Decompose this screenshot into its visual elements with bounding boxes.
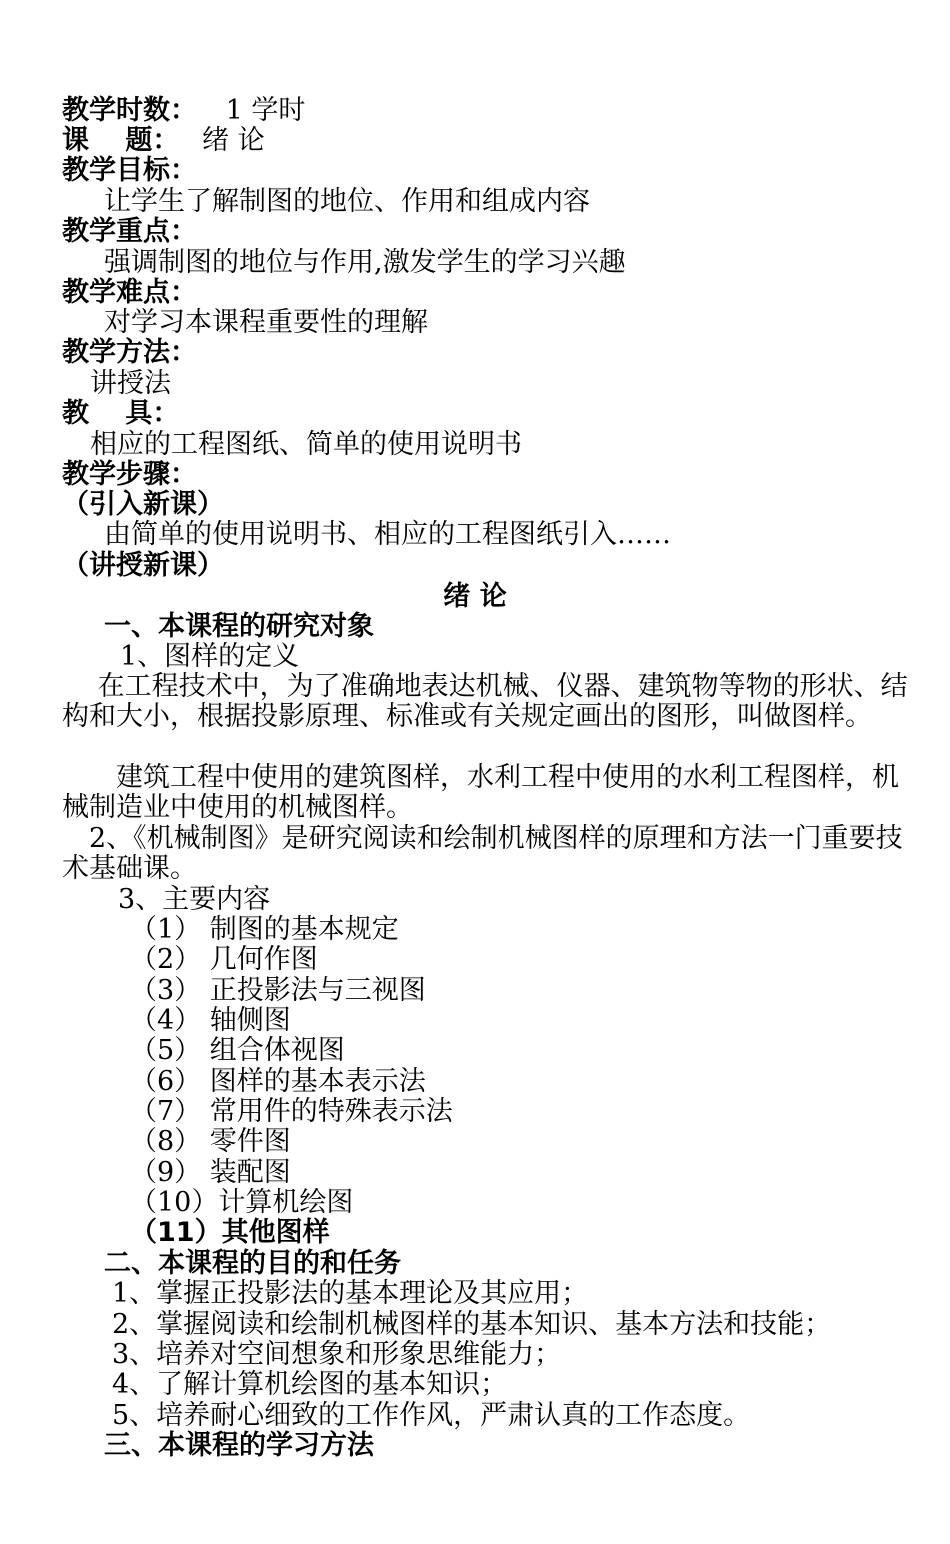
topic-label: 课 题： — [62, 125, 180, 156]
tools-label: 教 具： — [62, 398, 180, 429]
intro-text: 由简单的使用说明书、相应的工程图纸引入…… — [104, 519, 671, 550]
topic-value: 绪 论 — [202, 125, 265, 156]
content-item: （7） 常用件的特殊表示法 — [130, 1096, 453, 1127]
content-item: （11）其他图样 — [130, 1217, 330, 1248]
section3-heading: 三、本课程的学习方法 — [104, 1430, 374, 1461]
lecture-label: （讲授新课） — [62, 550, 224, 581]
tools-value: 相应的工程图纸、简单的使用说明书 — [90, 429, 522, 460]
goal-value: 让学生了解制图的地位、作用和组成内容 — [104, 186, 590, 217]
key-label: 教学重点： — [62, 216, 197, 247]
goal-item: 3、培养对空间想象和形象思维能力； — [112, 1339, 562, 1370]
steps-label: 教学步骤： — [62, 459, 197, 490]
section1-item2: 2、《机械制图》是研究阅读和绘制机械图样的原理和方法一门重要技术基础课。 — [62, 823, 903, 884]
difficulty-label: 教学难点： — [62, 277, 197, 308]
goal-item: 4、了解计算机绘图的基本知识； — [112, 1369, 508, 1400]
content-item: （10）计算机绘图 — [130, 1187, 354, 1218]
topic-row — [62, 126, 910, 156]
intro-label: （引入新课） — [62, 489, 224, 520]
goal-item: 2、掌握阅读和绘制机械图样的基本知识、基本方法和技能； — [112, 1309, 832, 1340]
content-item: （2） 几何作图 — [130, 944, 318, 975]
content-item: （3） 正投影法与三视图 — [130, 975, 426, 1006]
section1-item1: 1、图样的定义 — [120, 641, 300, 672]
content-item: （4） 轴侧图 — [130, 1005, 291, 1036]
goal-item: 5、培养耐心细致的工作作风，严肃认真的工作态度。 — [112, 1400, 751, 1431]
hours-row — [62, 96, 910, 126]
content-item: （8） 零件图 — [130, 1126, 291, 1157]
goal-label: 教学目标： — [62, 155, 197, 186]
content-item: （6） 图样的基本表示法 — [130, 1066, 426, 1097]
section1-paragraph2: 建筑工程中使用的建筑图样，水利工程中使用的水利工程图样，机械制造业中使用的机械图样。 — [62, 762, 899, 823]
section1-item3: 3、主要内容 — [118, 884, 271, 915]
content-item: （9） 装配图 — [130, 1157, 291, 1188]
hours-value: 1 学时 — [225, 95, 306, 126]
key-value: 强调制图的地位与作用,激发学生的学习兴趣 — [104, 247, 626, 278]
method-value: 讲授法 — [90, 368, 171, 399]
section1-heading: 一、本课程的研究对象 — [104, 611, 374, 642]
hours-label: 教学时数： — [62, 95, 197, 126]
goal-item: 1、掌握正投影法的基本理论及其应用； — [112, 1278, 589, 1309]
section1-paragraph1: 在工程技术中，为了准确地表达机械、仪器、建筑物等物的形状、结构和大小，根据投影原理、标准或有关规定画出的图形，叫做图样。 — [62, 671, 908, 732]
content-item: （5） 组合体视图 — [130, 1035, 345, 1066]
section2-heading: 二、本课程的目的和任务 — [104, 1248, 401, 1279]
content-item: （1） 制图的基本规定 — [130, 914, 399, 945]
difficulty-value: 对学习本课程重要性的理解 — [104, 307, 428, 338]
lesson-title: 绪 论 — [443, 581, 507, 612]
method-label: 教学方法： — [62, 337, 197, 368]
